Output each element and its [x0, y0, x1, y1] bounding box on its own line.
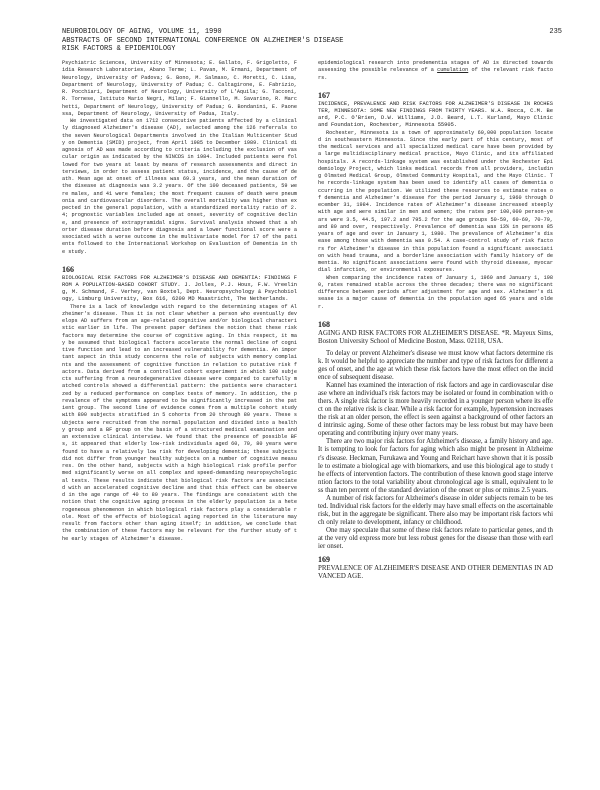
conference-line: ABSTRACTS OF SECOND INTERNATIONAL CONFERENCE ON ALZHEIMER'S DISEASE [62, 36, 344, 45]
abstract-166-title: BIOLOGICAL RISK FACTORS FOR ALZHEIMER'S DISEASE AND DEMENTIA: FINDINGS FROM A POPULATION-BASED COHORT STUDY. J. Jolles, P.J. Houx, F.W. Vreeling, M. Schmand, F. Verhey, van Boxtel, Dept. Neuropsychology & Psychobiology, Limburg University, Box 616, 6200 MD Maastricht, The Netherlands. [62, 274, 297, 303]
journal-volume-line: NEUROBIOLOGY OF AGING, VOLUME 11, 1990 [62, 28, 222, 36]
abstract-167-body: Rochester, Minnesota is a town of approximately 60,000 population located in southeastern Minnesota. Since the early part of this century, most of the medical services and all specialized medical care have been provided by a large multidisciplinary medical practice, Mayo Clinic, and its affiliated hospitals. A records-linkage system was established under the Rochester Epidemiology Project, which links medical records from all providers, including Olmsted Medical Group, Olmsted Community Hospital, and the Mayo Clinic. The records-linkage system has been used to identify all cases of dementia occurring in the population. We utilized these resources to estimate rates of dementia and Alzheimer's disease for the period January 1, 1960 through December 31, 1984. Incidence rates of Alzheimer's disease increased steeply with age and were similar in men and women; the rates per 100,000 person-years were 3.5, 44.5, 197.2 and 795.2 for the age groups 50-59, 60-69, 70-79, and 80 and over, respectively. Prevalence of dementia was 13% in persons 85 years of age and over in January 1, 1980. The prevalence of Alzheimer's disease among those with dementia was 0.54. A case-control study of risk factors for Alzheimer's disease in this population found a significant association with head trauma, and a borderline association with family history of dementia. No significant associations were found with thyroid disease, myocardial infarction, or environmental exposures. [318, 129, 553, 274]
right-column [318, 60, 553, 581]
left-column [62, 60, 297, 543]
abstract-166-continued: epidemiological research into predementia stages of AD is directed towards assessing the possible relevance of a cumulation of the relevant risk factors. [318, 60, 553, 81]
section-line: RISK FACTORS & EPIDEMIOLOGY [62, 45, 176, 54]
running-header [62, 28, 562, 54]
abstract-169-number: 169 [318, 555, 330, 565]
abstract-168-title: AGING AND RISK FACTORS FOR ALZHEIMER'S DISEASE. *R. Mayeux Sims, Boston University School of Medicine Boston, Mass. 02118, USA. [318, 329, 553, 345]
abstract-166-number: 166 [62, 264, 74, 274]
abstract-168-paragraph-3: There are two major risk factors for Alzheimer's disease, a family history and age. It is tempting to look for factors for aging which also might be present in Alzheimer's disease. Heckman, Furukawa and Young and Reichart have shown that it is possible to estimate a biological age with biomarkers, and use this biological age to study the effects of intervention factors. The contribution of these known good stage intervention factors to the total variability about chronological age is small, equivalent to less than ten percent of the standard deviation of the onset or plus or minus 2.5 years. [318, 438, 553, 494]
abstract-168-paragraph-1: To delay or prevent Alzheimer's disease we must know what factors determine risk. It would be helpful to appreciate the number and type of risk factors for different ages of onset, and the age at which these risk factors have the most effect on the incidence of subsequent disease. [318, 349, 553, 382]
abstract-166-body: There is a lack of knowledge with regard to the determining stages of Alzheimer's disease. Thus it is not clear whether a person who eventually develops AD suffers from an age-related cognitive and/or biological characteristic earlier in life. The present paper defines the notion that these risk factors may determine the course of cognitive aging. In this respect, it may be assumed that biological factors accelerate the normal decline of cognitive function and lead to an increased vulnerability for dementia. An important aspect in this study concerns the role of subjects with memory complaints and the assessment of cognitive function in relation to putative risk factors. Data derived from a controlled cohort experiment in which 100 subjects suffering from a neurodegenerative disease were compared to carefully matched controls showed a differential pattern: the patients were characterized by a reduced performance on complex tests of memory. In addition, the prevalence of the symptoms appeared to be significantly increased in the patient group. The second line of evidence comes from a multiple cohort study with 800 subjects stratified in 5 cohorts from 20 through 80 years. These subjects were recruited from the normal population and divided into a healthy group and a BF group on the basis of a structured medical examination and an extensive clinical interview. We found that the presence of possible BFs, it appeared that elderly low-risk individuals aged 60, 70, 80 years were found to have a relatively low risk for developing dementia; these subjects did not differ from younger healthy subjects on a number of cognitive measures. On the other hand, subjects with a high biological risk profile performed significantly worse on all complex and speed-demanding neuropsychological tests. These results indicate that biological risk factors are associated with an accelerated cognitive decline and that this effect can be observed in the age range of 40 to 80 years. The findings are consistent with the notion that the cognitive aging process in the elderly population is a heterogeneous phenomenon in which biological risk factors play a considerable role. Most of the effects of biological aging reported in the literature may result from factors other than aging itself; in addition, we conclude that the combination of these factors may be relevant for the further study of the early stages of Alzheimer's disease. [62, 303, 297, 542]
abstract-168-paragraph-5: One may speculate that some of these risk factors relate to particular genes, and that the very old express more but less robust genes for the disease than those with earlier onset. [318, 526, 553, 551]
abstract-168-number: 168 [318, 319, 330, 329]
abstract-169-title: PREVALENCE OF ALZHEIMER'S DISEASE AND OTHER DEMENTIAS IN ADVANCED AGE. [318, 565, 553, 581]
abstract-165-body: We investigated data on 1712 consecutive patients affected by a clinically diagnosed Alzheimer's disease (AD), selected among the 126 referrals to the seven Neurological Departments involved in the Italian Multicenter Study on Dementia (SMID) project, from April 1985 to December 1989. Clinical diagnosis of AD was made according to criteria including the exclusion of vascular origin as indicated by the NINCDS in 1984. Included patients were followed for two years at least by means of research assessments and direct interviews, in order to assess patient status, incidence, and the cause of death. Mean age at onset of illness was 69.3 years, and the mean duration of the disease at diagnosis was 3.2 years. Of the 100 deceased patients, 59 were males, and 41 were females; the most frequent causes of death were pneumonia and cardiovascular disorders. The overall mortality was higher than expected in the general population, with a standardized mortality ratio of 2.4; prognostic variables included age at onset, severity of cognitive decline, and presence of extrapyramidal signs. Survival analysis showed that a shorter disease duration before diagnosis and a lower functional score were associated with a worse outcome in the multivariate model for 17 of the patients followed to the International Workshop on Evaluation of Dementia in the study. [62, 118, 297, 255]
abstract-165-affiliations: Psychiatric Sciences, University of Minnesota; E. Gallato, F. Grigoletto, Fidia Research Laboratories, Abano Terme; L. Pavan, M. Ermani, Department of Neurology, University of Padova; G. Bono, M. Salmaso, C. Moretti, C. Lisa, Department of Neurology, University of Padua; C. Caltagirone, E. Fabrizio, R. Pocchiari, Department of Neurology, University of L'Aquila; G. Tacconi, R. Tornese, Istituto Mario Negri, Milan; F. Giannello, M. Savarino, R. Marchetti, Department of Neurology, University of Padua; G. Bondanini, E. Paonessa, Department of Neurology, University of Padua, Italy. [62, 60, 297, 117]
page-number: 235 [549, 28, 562, 36]
abstract-167-number: 167 [318, 90, 330, 100]
abstract-167-title: INCIDENCE, PREVALENCE AND RISK FACTORS FOR ALZHEIMER'S DISEASE IN ROCHESTER, MINNESOTA: SOME NEW FINDINGS FROM THIRTY YEARS. W.A. Rocca, C.M. Beard, P.C. O'Brien, D.W. Williams, J.D. Beard, L.T. Kurland, Mayo Clinic and Foundation, Rochester, Minnesota 55905. [318, 100, 553, 129]
abstract-168-paragraph-4: A number of risk factors for Alzheimer's disease in older subjects remain to be tested. Individual risk factors for the elderly may have small effects on the ascertainable risk, but in the aggregate be significant. There also may be important risk factors which only relate to development, infancy or childhood. [318, 494, 553, 526]
abstract-167-body-2: When comparing the incidence rates of January 1, 1960 and January 1, 1980, rates remained stable across the three decades; there was no significant difference between periods after adjustment for age and sex. Alzheimer's disease is a major cause of dementia in the population aged 65 years and older. [318, 274, 553, 310]
abstract-168-paragraph-2: Kannel has examined the interaction of risk factors and age in cardiovascular disease where an individual's risk factors may be isolated or found in combination with others. A single risk factor is more heavily recorded in a younger person where its effect on the relative risk is clear. While a risk factor for example, hypertension increases the risk at an older person, the effect is seen against a background of other factors and intrinsic aging. Some of these other factors may be less robust but may have been operating and contributing injury over many years. [318, 382, 553, 438]
